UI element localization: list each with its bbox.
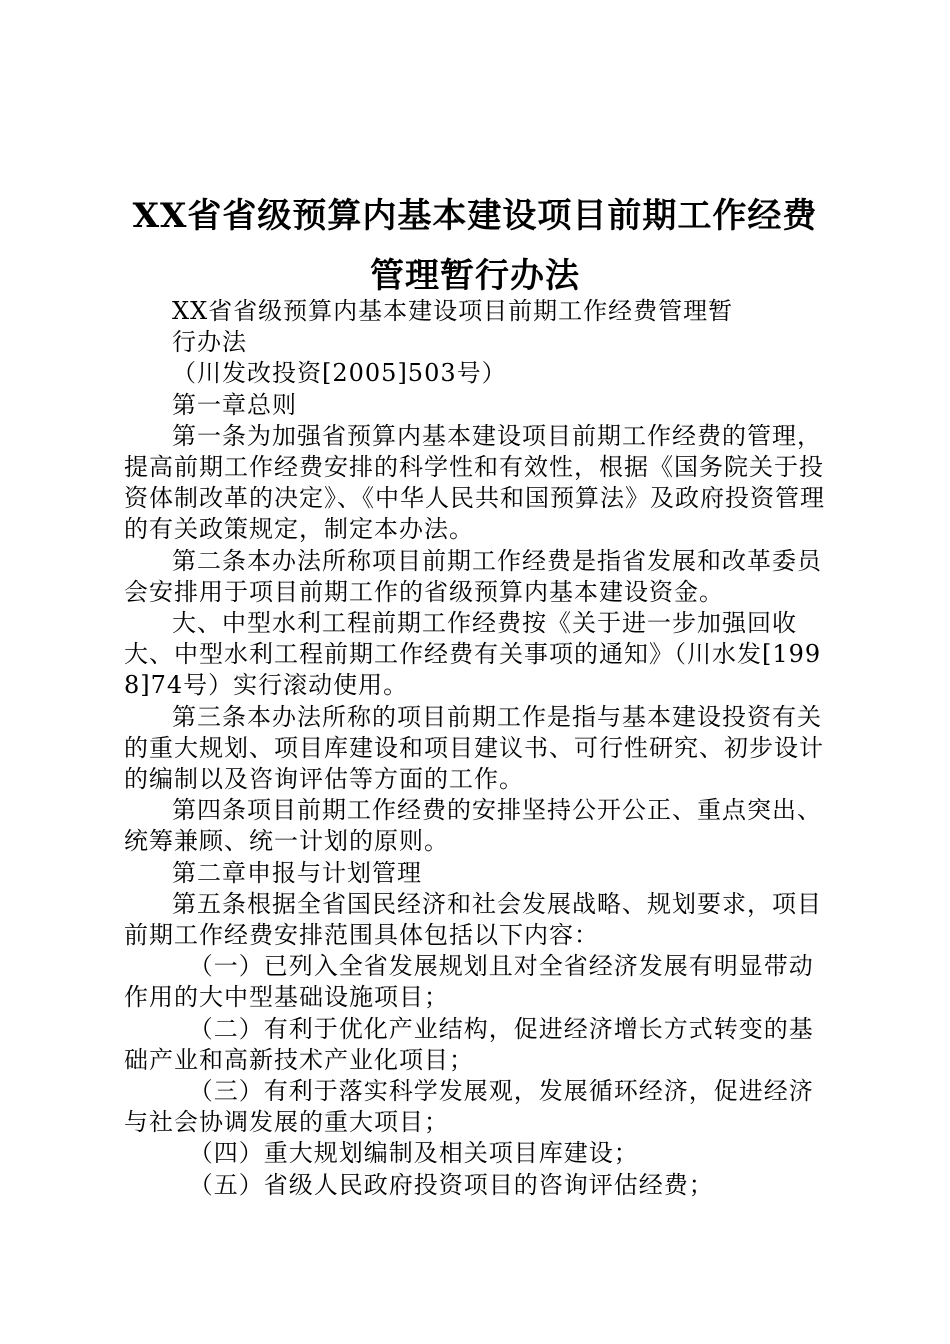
list-item-3: （三）有利于落实科学发展观，发展循环经济，促进经济与社会协调发展的重大项目；: [124, 1077, 814, 1137]
document-title-line1: XX省省级预算内基本建设项目前期工作经费: [132, 196, 818, 236]
list-item-1: （一）已列入全省发展规划且对全省经济发展有明显带动作用的大中型基础设施项目；: [124, 952, 814, 1012]
article-2: 第二条本办法所称项目前期工作经费是指省发展和改革委员会安排用于项目前期工作的省级预算内基本建设资金。: [124, 546, 822, 606]
list-item-5: （五）省级人民政府投资项目的咨询评估经费；: [188, 1170, 714, 1199]
chapter-heading-2: 第二章申报与计划管理: [172, 858, 422, 887]
document-number: （川发改投资[2005]503号）: [172, 359, 507, 388]
document-title-line2: 管理暂行办法: [370, 256, 580, 296]
article-4: 第四条项目前期工作经费的安排坚持公开公正、重点突出、统筹兼顾、统一计划的原则。: [124, 796, 822, 856]
article-2-supplement: 大、中型水利工程前期工作经费按《关于进一步加强回收大、中型水利工程前期工作经费有关事项的通知》（川水发[1998]74号）实行滚动使用。: [124, 609, 822, 700]
list-item-4: （四）重大规划编制及相关项目库建设；: [188, 1139, 639, 1168]
subtitle-line2: 行办法: [172, 328, 247, 357]
article-1: 第一条为加强省预算内基本建设项目前期工作经费的管理，提高前期工作经费安排的科学性和有效性，根据《国务院关于投资体制改革的决定》、《中华人民共和国预算法》及政府投资管理的有关政策规定，制定本办法。: [124, 421, 825, 544]
chapter-heading-1: 第一章总则: [172, 390, 297, 419]
list-item-2: （二）有利于优化产业结构，促进经济增长方式转变的基础产业和高新技术产业化项目；: [124, 1014, 814, 1074]
article-5: 第五条根据全省国民经济和社会发展战略、规划要求，项目前期工作经费安排范围具体包括以下内容：: [124, 889, 822, 950]
document-body: [124, 296, 836, 1201]
subtitle-line1: XX省省级预算内基本建设项目前期工作经费管理暂: [172, 297, 734, 325]
article-3: 第三条本办法所称的项目前期工作是指与基本建设投资有关的重大规划、项目库建设和项目建议书、可行性研究、初步设计的编制以及咨询评估等方面的工作。: [124, 702, 824, 794]
